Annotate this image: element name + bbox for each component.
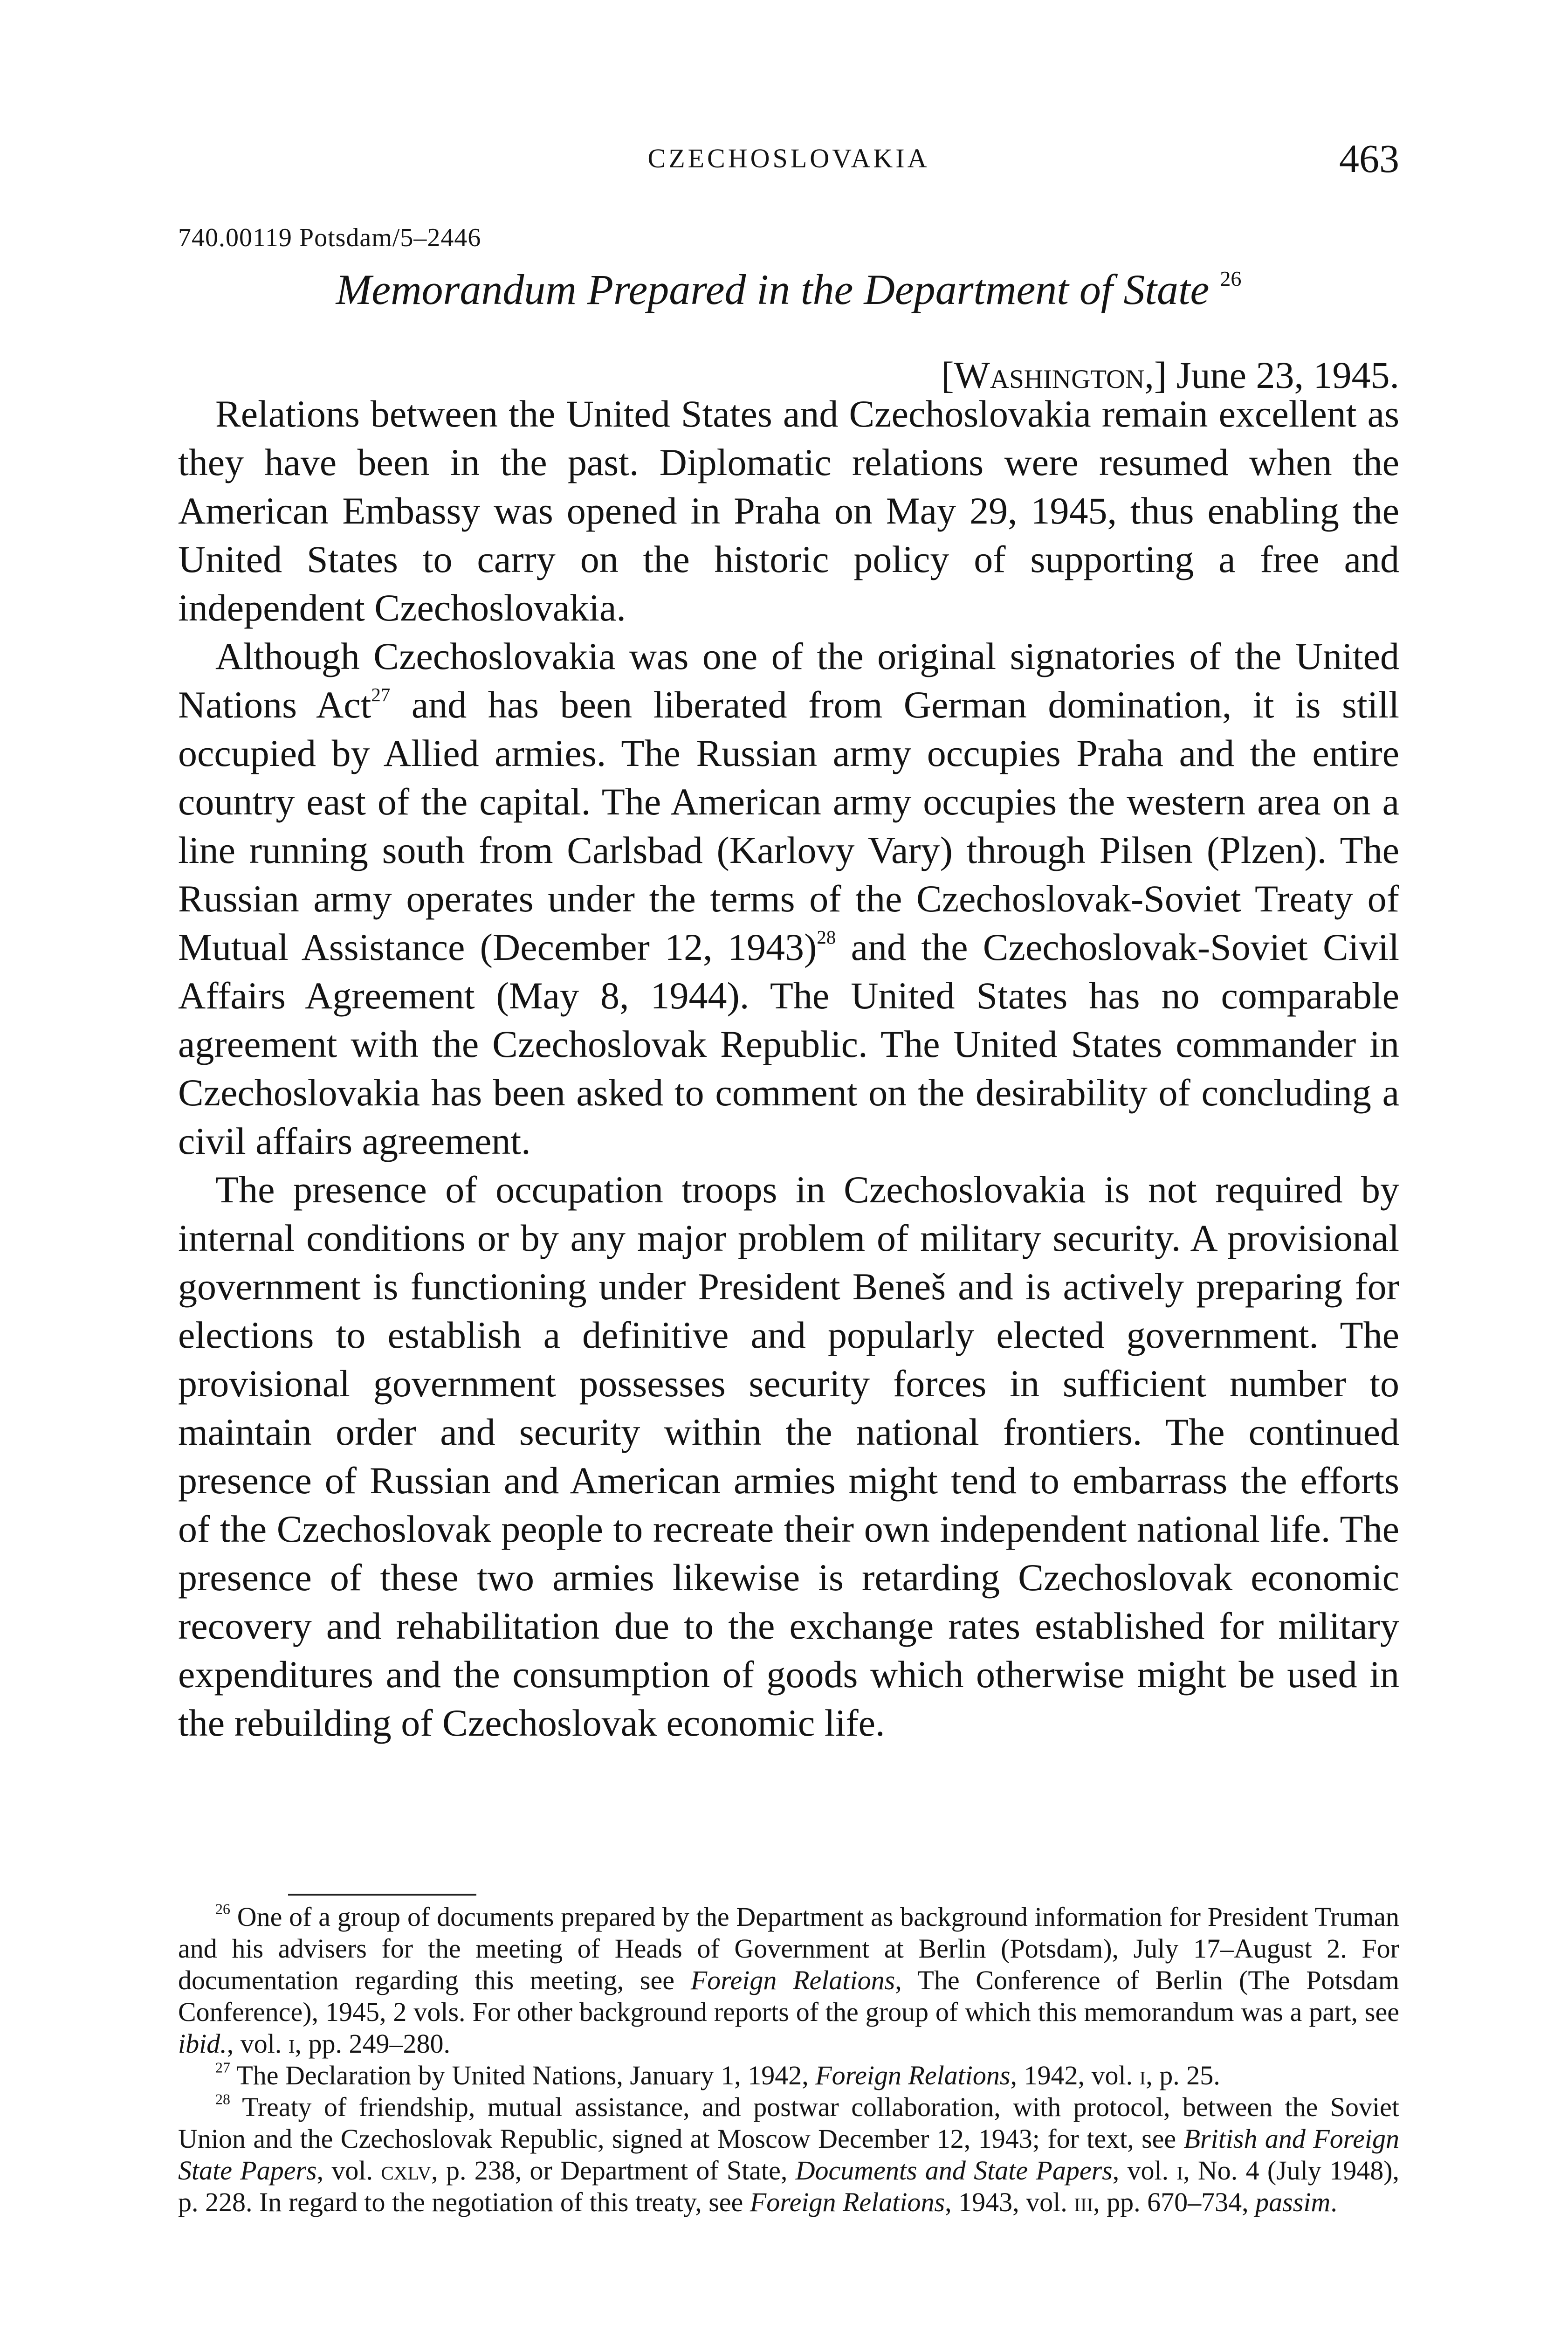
footnote-text: . [1330,2187,1337,2217]
footnote-text: , 1943, vol. [945,2187,1074,2217]
dateline-place: [Washington,] [941,354,1167,396]
file-reference: 740.00119 Potsdam/5–2446 [178,223,481,252]
footnote-27 [178,2060,1399,2091]
footnote-ref-26[interactable]: 26 [1220,266,1242,290]
footnote-text: , p. 238, or Department of State, [431,2155,796,2186]
footnote-divider [288,1894,476,1896]
document-title [178,265,1399,314]
footnote-text: , No. 4 (July 1948), p. 228. In regard to the negotiation of this treaty, see [178,2155,1400,2217]
footnote-volume: i [288,2028,295,2059]
footnote-text: , p. 25. [1146,2060,1220,2090]
running-header [178,136,1399,191]
footnote-26 [178,1901,1399,2060]
footnote-italic: passim [1255,2187,1331,2217]
footnote-text: , vol. [227,2028,289,2059]
paragraph-2-part-a: Although Czechoslovakia was one of the original signatories of the United Nations Act [178,635,1399,726]
paragraph-2-part-c: and the Czechoslovak-Soviet Civil Affairs Agreement (May 8, 1944). The United States has no comparable agreement with the Czechoslovak Republic. The United States commander in Czechoslovakia has been asked to comment on the desirability of concluding a civil affairs agreement. [178,926,1399,1162]
footnote-ref-28[interactable]: 28 [817,926,836,948]
footnote-text: One of a group of documents prepared by the Department as background information for President Truman and his advisers for the meeting of Heads of Government at Berlin (Potsdam), July 17–August 2. For documentation regarding this meeting, see [178,1902,1399,1995]
paragraph-1: Relations between the United States and Czechoslovakia remain excellent as they have been in the past. Diplomatic relations were resumed when the American Embassy was opened in Praha on May 29, 1945, thus enabling the United States to carry on the historic policy of supporting a free and independent Czechoslovakia. [178,393,1399,629]
paragraph-2-part-b: and has been liberated from German domination, it is still occupied by Allied armies. The Russian army occupies Praha and the entire country east of the capital. The American army occupies the western area on a line running south from Carlsbad (Karlovy Vary) through Pilsen (Plzen). The Russian army operates under the terms of the Czechoslovak-Soviet Treaty of Mutual Assistance (December 12, 1943) [178,683,1399,968]
footnote-text: Treaty of friendship, mutual assistance, and postwar collaboration, with protocol, between the Soviet Union and the Czechoslovak Republic, signed at Moscow December 12, 1943; for text, see [178,2092,1399,2154]
footnote-italic: Foreign Relations [690,1965,895,1995]
paragraph-2 [178,632,1399,1166]
footnote-italic: British and Foreign State Papers [178,2124,1399,2186]
document-title-text: Memorandum Prepared in the Department of State [336,266,1210,313]
page-number: 463 [1339,136,1399,181]
footnote-28 [178,2091,1399,2218]
footnote-volume: cxlv [381,2155,432,2186]
footnote-text: , The Conference of Berlin (The Potsdam Conference), 1945, 2 vols. For other background reports of the group of which this memorandum was a part, see [178,1965,1400,2027]
footnote-marker: 27 [215,2059,230,2076]
footnote-text: , 1942, vol. [1010,2060,1140,2090]
footnote-text: , vol. [1112,2155,1177,2186]
footnote-volume: i [1176,2155,1183,2186]
footnote-italic: Foreign Relations [750,2187,945,2217]
footnote-volume: i [1139,2060,1146,2090]
footnote-marker: 26 [215,1901,230,1917]
footnote-italic: ibid. [178,2028,227,2059]
footnote-italic: Foreign Relations [815,2060,1011,2090]
footnote-marker: 28 [215,2091,230,2108]
footnote-text: , pp. 670–734, [1093,2187,1256,2217]
footnote-volume: iii [1074,2187,1093,2217]
footnote-ref-27[interactable]: 27 [371,684,391,706]
footnote-text: , pp. 249–280. [295,2028,451,2059]
footnotes [178,1901,1399,2218]
paragraph-3: The presence of occupation troops in Czechoslovakia is not required by internal conditions or by any major problem of military security. A provisional government is functioning under President Beneš and is actively preparing for elections to establish a definitive and popularly elected government. The provisional government possesses security forces in sufficient number to maintain order and security within the national frontiers. The continued presence of Russian and American armies might tend to embarrass the efforts of the Czechoslovak people to recreate their own independent national life. The presence of these two armies likewise is retarding Czechoslovak economic recovery and rehabilitation due to the exchange rates established for military expenditures and the consumption of goods which otherwise might be used in the rebuilding of Czechoslovak economic life. [178,1168,1399,1744]
dateline-date: June 23, 1945. [1167,354,1399,396]
running-title: CZECHOSLOVAKIA [647,143,930,173]
footnote-italic: Documents and State Papers [795,2155,1113,2186]
memorandum-body [178,390,1399,1747]
footnote-text: , vol. [316,2155,381,2186]
footnote-text: The Declaration by United Nations, January 1, 1942, [230,2060,816,2090]
